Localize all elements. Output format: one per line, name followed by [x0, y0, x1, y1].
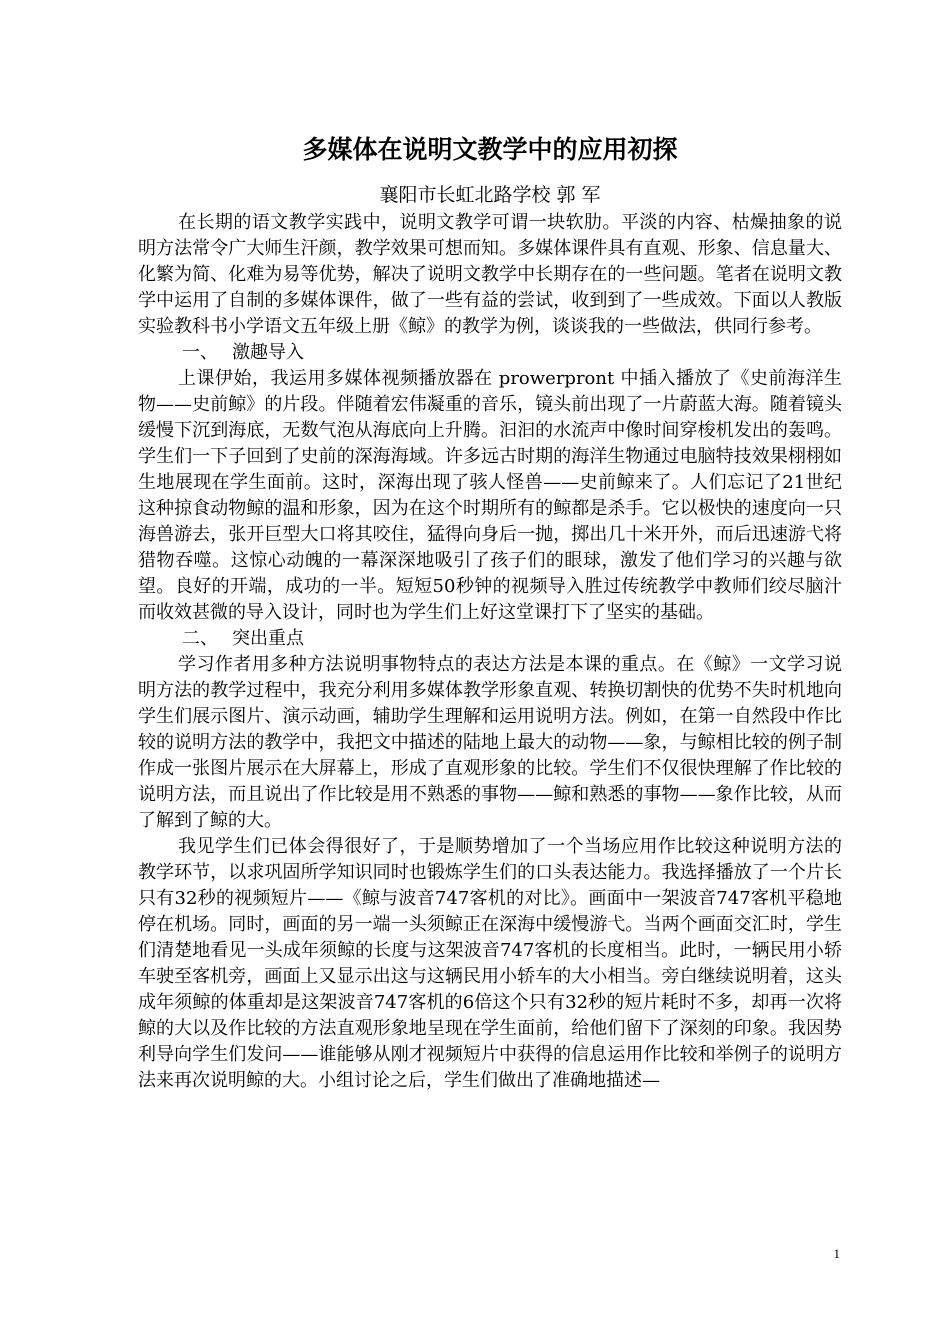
- author-line: 襄阳市长虹北路学校 郭 军: [379, 184, 601, 206]
- section-number: 二、: [182, 628, 218, 649]
- section-2-paragraph-1: 学习作者用多种方法说明事物特点的表达方法是本课的重点。在《鲸》一文学习说明方法的教学过程中，我充分利用多媒体教学形象直观、转换切割快的优势不失时机地向学生们展示图片、演示动画，辅助学生理解和运用说明方法。例如，在第一自然段中作比较的说明方法的教学中，我把文中描述的陆地上最大的动物——象，与鲸相比较的例子制作成一张图片展示在大屏幕上，形成了直观形象的比较。学生们不仅很快理解了作比较的说明方法，而且说出了作比较是用不熟悉的事物——鲸和熟悉的事物——象作比较，从而了解到了鲸的大。: [138, 654, 842, 831]
- section-number: 一、: [182, 342, 218, 363]
- section-title: 激趣导入: [232, 342, 304, 363]
- section-title: 突出重点: [232, 628, 304, 649]
- section-2-paragraph-2: 我见学生们已体会得很好了，于是顺势增加了一个当场应用作比较这种说明方法的教学环节，以求巩固所学知识同时也锻炼学生们的口头表达能力。我选择播放了一个片长只有32秒的视频短片——《鲸与波音747客机的对比》。画面中一架波音747客机平稳地停在机场。同时，画面的另一端一头须鲸正在深海中缓慢游弋。当两个画面交汇时，学生们清楚地看见一头成年须鲸的长度与这架波音747客机的长度相当。此时，一辆民用小轿车驶至客机旁，画面上又显示出这与这辆民用小轿车的大小相当。旁白继续说明着，这头成年须鲸的体重却是这架波音747客机的6倍这个只有32秒的短片耗时不多，却再一次将鲸的大以及作比较的方法直观形象地呈现在学生面前，给他们留下了深刻的印象。我因势利导向学生们发问——谁能够从刚才视频短片中获得的信息运用作比较和举例子的说明方法来再次说明鲸的大。小组讨论之后，学生们做出了准确地描述—: [138, 836, 842, 1091]
- document-title: 多媒体在说明文教学中的应用初探: [302, 135, 678, 164]
- section-heading-2: [138, 626, 842, 652]
- document-page: [138, 130, 842, 1094]
- page-number: 1: [833, 1246, 840, 1261]
- intro-paragraph: 在长期的语文教学实践中，说明文教学可谓一块软肋。平淡的内容、枯燥抽象的说明方法常令广大师生汗颜，教学效果可想而知。多媒体课件具有直观、形象、信息量大、化繁为简、化难为易等优势，解决了说明文教学中长期存在的一些问题。笔者在说明文教学中运用了自制的多媒体课件，做了一些有益的尝试，收到到了一些成效。下面以人教版实验教科书小学语文五年级上册《鲸》的教学为例，谈谈我的一些做法，供同行参考。: [138, 212, 842, 337]
- section-heading-1: [138, 340, 842, 366]
- section-1-paragraph-1: 上课伊始，我运用多媒体视频播放器在 prowerpront 中插入播放了《史前海洋生物——史前鲸》的片段。伴随着宏伟凝重的音乐，镜头前出现了一片蔚蓝大海。随着镜头缓慢下沉到海底，无数气泡从海底向上升腾。汩汩的水流声中像时间穿梭机发出的轰鸣。学生们一下子回到了史前的深海海域。许多远古时期的海洋生物通过电脑特技效果栩栩如生地展现在学生面前。这时，深海出现了骇人怪兽——史前鲸来了。人们忘记了21世纪这种掠食动物鲸的温和形象，因为在这个时期所有的鲸都是杀手。它以极快的速度向一只海兽游去，张开巨型大口将其咬住，猛得向身后一抛，掷出几十米开外，而后迅速游弋将猎物吞噬。这惊心动魄的一幕深深地吸引了孩子们的眼球，激发了他们学习的兴趣与欲望。良好的开端，成功的一半。短短50秒钟的视频导入胜过传统教学中教师们绞尽脑汁而收效甚微的导入设计，同时也为学生们上好这堂课打下了坚实的基础。: [138, 368, 842, 623]
